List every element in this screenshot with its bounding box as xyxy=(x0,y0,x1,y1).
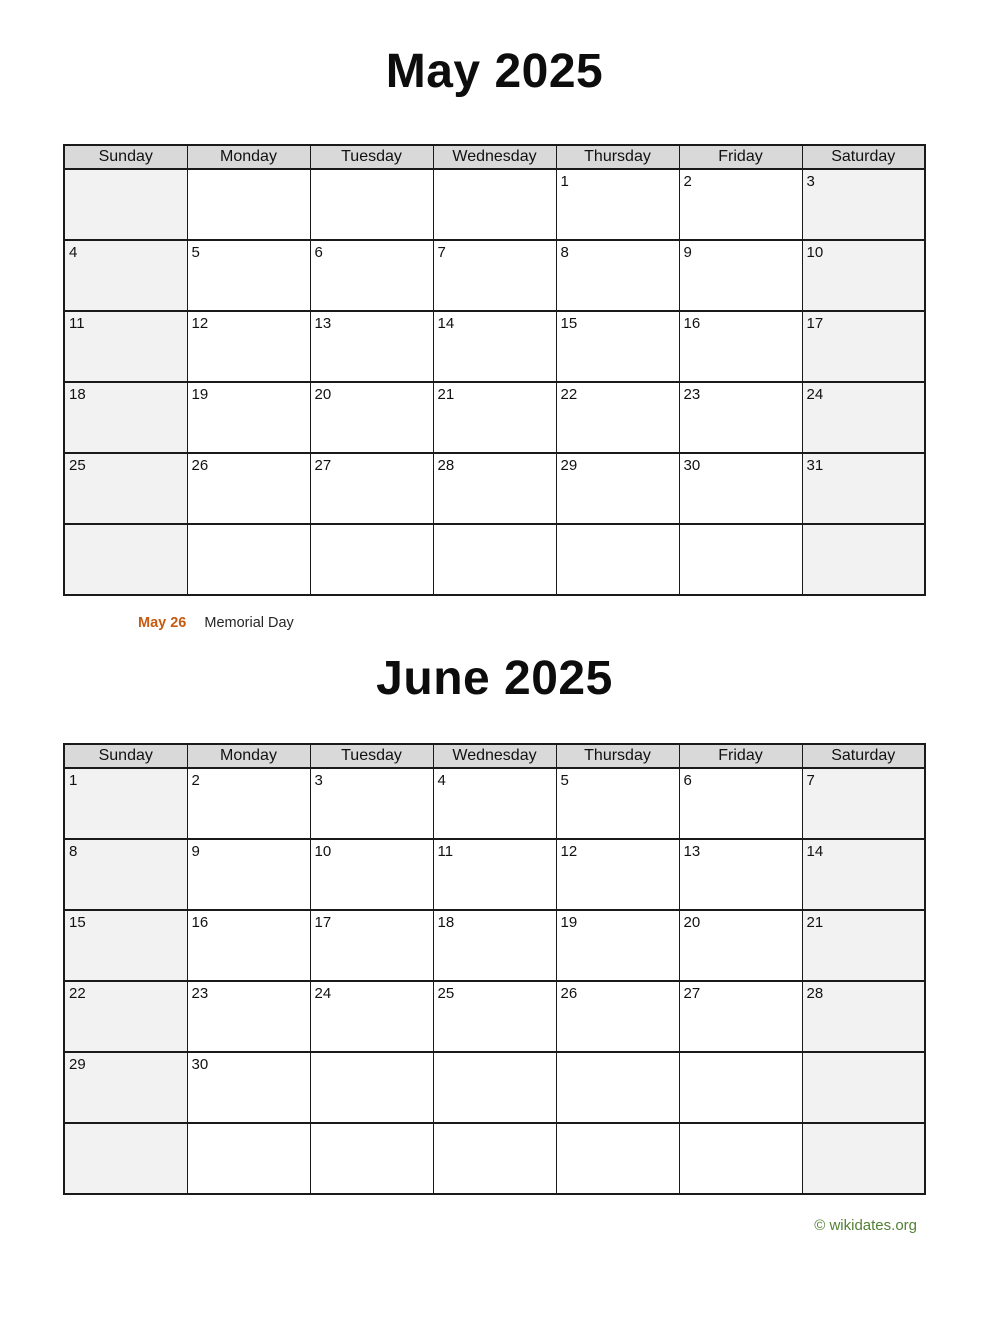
june-day-14: 14 xyxy=(802,839,925,910)
may-empty-cell xyxy=(64,524,187,595)
may-day-7: 7 xyxy=(433,240,556,311)
may-header-row xyxy=(64,145,925,169)
may-page-title: May 2025 xyxy=(385,45,604,98)
june-day-22: 22 xyxy=(64,981,187,1052)
june-day-29: 29 xyxy=(64,1052,187,1123)
may-day-23: 23 xyxy=(679,382,802,453)
june-empty-cell xyxy=(556,1052,679,1123)
june-day-9: 9 xyxy=(187,839,310,910)
day-header-saturday: Saturday xyxy=(802,145,925,169)
may-empty-cell xyxy=(556,524,679,595)
may-day-31: 31 xyxy=(802,453,925,524)
may-day-21: 21 xyxy=(433,382,556,453)
may-day-11: 11 xyxy=(64,311,187,382)
june-day-5: 5 xyxy=(556,768,679,839)
may-week-row-2 xyxy=(64,240,925,311)
june-empty-cell xyxy=(187,1123,310,1194)
may-empty-cell xyxy=(187,169,310,240)
june-week-row-1 xyxy=(64,768,925,839)
may-day-3: 3 xyxy=(802,169,925,240)
june-empty-cell xyxy=(679,1052,802,1123)
day-header-friday: Friday xyxy=(679,145,802,169)
day-header-friday: Friday xyxy=(679,744,802,768)
june-day-3: 3 xyxy=(310,768,433,839)
june-day-28: 28 xyxy=(802,981,925,1052)
may-day-24: 24 xyxy=(802,382,925,453)
may-empty-cell xyxy=(433,169,556,240)
may-empty-cell xyxy=(310,169,433,240)
may-empty-cell xyxy=(64,169,187,240)
june-header-row xyxy=(64,744,925,768)
may-empty-cell xyxy=(433,524,556,595)
day-header-thursday: Thursday xyxy=(556,744,679,768)
may-day-4: 4 xyxy=(64,240,187,311)
may-day-9: 9 xyxy=(679,240,802,311)
may-day-1: 1 xyxy=(556,169,679,240)
june-day-17: 17 xyxy=(310,910,433,981)
june-week-row-6 xyxy=(64,1123,925,1194)
june-week-row-3 xyxy=(64,910,925,981)
day-header-wednesday: Wednesday xyxy=(433,744,556,768)
june-day-16: 16 xyxy=(187,910,310,981)
wikidates-credit-link[interactable]: © wikidates.org xyxy=(814,1217,917,1234)
june-empty-cell xyxy=(310,1123,433,1194)
june-empty-cell xyxy=(433,1123,556,1194)
june-empty-cell xyxy=(802,1052,925,1123)
may-day-10: 10 xyxy=(802,240,925,311)
may-day-15: 15 xyxy=(556,311,679,382)
may-day-13: 13 xyxy=(310,311,433,382)
june-week-row-2 xyxy=(64,839,925,910)
may-day-25: 25 xyxy=(64,453,187,524)
day-header-saturday: Saturday xyxy=(802,744,925,768)
may-day-19: 19 xyxy=(187,382,310,453)
may-week-row-6 xyxy=(64,524,925,595)
june-day-19: 19 xyxy=(556,910,679,981)
june-day-26: 26 xyxy=(556,981,679,1052)
may-day-6: 6 xyxy=(310,240,433,311)
may-day-14: 14 xyxy=(433,311,556,382)
june-day-13: 13 xyxy=(679,839,802,910)
may-day-28: 28 xyxy=(433,453,556,524)
june-empty-cell xyxy=(64,1123,187,1194)
june-empty-cell xyxy=(310,1052,433,1123)
may-day-20: 20 xyxy=(310,382,433,453)
june-day-23: 23 xyxy=(187,981,310,1052)
june-day-6: 6 xyxy=(679,768,802,839)
day-header-monday: Monday xyxy=(187,744,310,768)
may-day-16: 16 xyxy=(679,311,802,382)
day-header-tuesday: Tuesday xyxy=(310,744,433,768)
may-empty-cell xyxy=(187,524,310,595)
holiday-note xyxy=(138,613,989,634)
june-day-15: 15 xyxy=(64,910,187,981)
june-empty-cell xyxy=(433,1052,556,1123)
june-week-row-4 xyxy=(64,981,925,1052)
june-day-18: 18 xyxy=(433,910,556,981)
may-week-row-5 xyxy=(64,453,925,524)
may-week-row-1 xyxy=(64,169,925,240)
may-day-2: 2 xyxy=(679,169,802,240)
may-day-26: 26 xyxy=(187,453,310,524)
june-day-30: 30 xyxy=(187,1052,310,1123)
calendar-page xyxy=(0,41,989,1234)
may-day-8: 8 xyxy=(556,240,679,311)
june-day-12: 12 xyxy=(556,839,679,910)
june-day-7: 7 xyxy=(802,768,925,839)
june-day-11: 11 xyxy=(433,839,556,910)
june-day-10: 10 xyxy=(310,839,433,910)
may-day-5: 5 xyxy=(187,240,310,311)
june-empty-cell xyxy=(679,1123,802,1194)
holiday-name-label: Memorial Day xyxy=(204,615,294,631)
may-day-18: 18 xyxy=(64,382,187,453)
june-calendar-table xyxy=(63,743,926,1195)
day-header-monday: Monday xyxy=(187,145,310,169)
day-header-tuesday: Tuesday xyxy=(310,145,433,169)
june-day-4: 4 xyxy=(433,768,556,839)
june-day-25: 25 xyxy=(433,981,556,1052)
holiday-date-label: May 26 xyxy=(138,615,187,631)
may-week-row-3 xyxy=(64,311,925,382)
june-day-2: 2 xyxy=(187,768,310,839)
june-day-27: 27 xyxy=(679,981,802,1052)
june-page-title: June 2025 xyxy=(376,652,613,705)
may-empty-cell xyxy=(679,524,802,595)
june-day-1: 1 xyxy=(64,768,187,839)
day-header-sunday: Sunday xyxy=(64,744,187,768)
may-empty-cell xyxy=(802,524,925,595)
june-week-row-5 xyxy=(64,1052,925,1123)
june-day-20: 20 xyxy=(679,910,802,981)
page-footer xyxy=(63,1217,926,1234)
june-day-21: 21 xyxy=(802,910,925,981)
june-day-24: 24 xyxy=(310,981,433,1052)
may-day-27: 27 xyxy=(310,453,433,524)
day-header-sunday: Sunday xyxy=(64,145,187,169)
day-header-wednesday: Wednesday xyxy=(433,145,556,169)
may-calendar-table xyxy=(63,144,926,596)
may-empty-cell xyxy=(310,524,433,595)
june-empty-cell xyxy=(802,1123,925,1194)
may-day-30: 30 xyxy=(679,453,802,524)
may-day-17: 17 xyxy=(802,311,925,382)
may-week-row-4 xyxy=(64,382,925,453)
may-day-12: 12 xyxy=(187,311,310,382)
june-day-8: 8 xyxy=(64,839,187,910)
may-day-22: 22 xyxy=(556,382,679,453)
day-header-thursday: Thursday xyxy=(556,145,679,169)
may-day-29: 29 xyxy=(556,453,679,524)
june-empty-cell xyxy=(556,1123,679,1194)
